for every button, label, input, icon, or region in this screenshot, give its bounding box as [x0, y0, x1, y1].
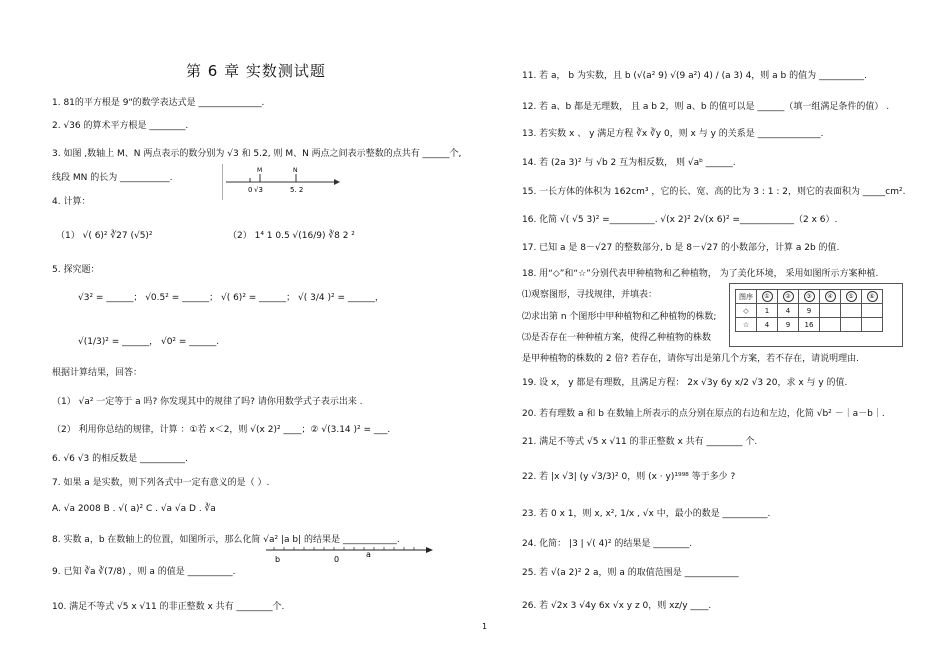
table-cell: 9 — [778, 318, 799, 332]
question-5-answer-intro: 根据计算结果，回答： — [52, 368, 143, 378]
question-10: 10. 满足不等式 √5 x √11 的非正整数 x 共有 ________个. — [52, 602, 285, 612]
table-cell — [820, 318, 841, 332]
question-16: 16. 化简 √( √5 3)² =__________. √(x 2)² 2√(x 6)² =____________（2 x 6）. — [522, 215, 838, 225]
question-18-part2: ⑵求出第 n 个图形中甲种植物和乙种植物的株数; — [522, 312, 717, 322]
question-8: 8. 实数 a，b 在数轴上的位置，如图所示，那么化简 √a² |a b| 的结果是 ____________. — [52, 535, 400, 545]
table-header-cell: 图序 — [736, 290, 757, 304]
question-13: 13. 若实数 x 、 y 满足方程 ∛x ∛y 0，则 x 与 y 的关系是 ______________. — [522, 129, 824, 139]
table-header-cell — [841, 290, 862, 304]
question-19: 19. 设 x， y 都是有理数，且满足方程： 2x √3y 6y x/2 √3 20，求 x 与 y 的值. — [522, 378, 848, 388]
question-1: 1. 81的平方根是 9"的数学表达式是 ______________. — [52, 98, 265, 108]
question-25: 25. 若 √(a 2)² 2 a，则 a 的取值范围是 ____________ — [522, 568, 739, 578]
table-row — [736, 304, 883, 318]
question-21: 21. 满足不等式 √5 x √11 的非正整数 x 共有 ________ 个. — [522, 437, 758, 447]
circled-number: ① — [762, 291, 773, 302]
question-3-part2: 线段 MN 的长为 ___________. — [52, 173, 173, 183]
question-18-part1: ⑴观察图形，寻找规律，并填表： — [522, 290, 658, 300]
table-cell: ◇ — [736, 304, 757, 318]
question-7: 7. 如果 a 是实数，则下列各式中一定有意义的是（ ）. — [52, 478, 270, 488]
table-header-cell — [799, 290, 820, 304]
label-origin: 0 — [334, 555, 340, 564]
label-m: M — [257, 167, 263, 174]
question-24: 24. 化简： |3 | √( 4)² 的结果是 ________. — [522, 539, 693, 549]
question-17: 17. 已知 a 是 8－√27 的整数部分, b 是 8－√27 的小数部分，计算 a 2b 的值. — [522, 243, 840, 253]
question-18-part3: ⑶是否存在一种种植方案，使得乙种植物的株数 — [522, 333, 712, 343]
table-header-row — [736, 290, 883, 304]
question-9: 9. 已知 ∛a ∛(7/8) ，则 a 的值是 __________. — [52, 567, 236, 577]
label-zero: 0 — [248, 186, 253, 194]
table-cell: 16 — [799, 318, 820, 332]
table-cell: 1 — [757, 304, 778, 318]
table-cell: 9 — [799, 304, 820, 318]
question-15: 15. 一长方体的体积为 162cm³ ，它的长、宽、高的比为 3 : 1 : 2，则它的表面积为 _____cm². — [522, 187, 906, 197]
question-3: 3. 如图 ,数轴上 M、N 两点表示的数分别为 √3 和 5.2, 则 M、N 两点之间表示整数的点共有 ______个, — [52, 149, 462, 159]
question-11: 11. 若 a， b 为实数，且 b (√(a² 9) √(9 a²) 4) / (a 3) 4，则 a b 的值为 __________. — [522, 71, 867, 81]
circled-number: ② — [783, 291, 794, 302]
question-2: 2. √36 的算术平方根是 ________. — [52, 121, 189, 131]
table-cell: 4 — [778, 304, 799, 318]
question-6: 6. √6 √3 的相反数是 __________. — [52, 454, 188, 464]
circled-number: ④ — [825, 291, 836, 302]
label-a: a — [366, 550, 371, 559]
question-18: 18. 用“◇”和“☆”分别代表甲种植物和乙种植物， 为了美化环境， 采用如图所示方案种植. — [522, 269, 879, 279]
question-5-part2: （2） 利用你总结的规律，计算 ：①若 x＜2，则 √(x 2)² ____；② √(3.14 )² = ___. — [52, 425, 391, 435]
question-4-part1: （1） √( 6)² ∛27 (√5)² — [56, 231, 153, 241]
table-row — [736, 318, 883, 332]
question-5-row2: √(1/3)² = ______， √0² = ______. — [78, 337, 220, 347]
table-cell — [841, 304, 862, 318]
question-26: 26. 若 √2x 3 √4y 6x √x y z 0，则 xz/y ____. — [522, 601, 712, 611]
circled-number: ③ — [804, 291, 815, 302]
question-4-part2: （2） 1⁴ 1 0.5 √(16/9) ∛8 2 ² — [228, 231, 355, 241]
table-cell — [862, 318, 883, 332]
label-b: b — [275, 555, 281, 564]
table-header-cell — [862, 290, 883, 304]
question-7-options: A. √a 2008 B . √( a)² C . √a √a D . ∛a — [52, 504, 216, 514]
question-22: 22. 若 |x √3| (y √3/3)² 0，则 (x · y)¹⁹⁹⁸ 等于多少 ? — [522, 472, 736, 482]
question-5-part1: （1） √a² 一定等于 a 吗? 你发现其中的规律了吗? 请你用数学式子表示出来 . — [52, 397, 363, 407]
table-cell — [841, 318, 862, 332]
question-5-row1: √3² = ______； √0.5² = ______； √( 6)² = ______； √( 3/4 )² = ______， — [78, 293, 384, 303]
planting-table — [735, 289, 883, 332]
circled-number: ⑤ — [846, 291, 857, 302]
table-cell — [862, 304, 883, 318]
page-number: 1 — [482, 622, 488, 631]
table-header-cell — [820, 290, 841, 304]
label-5-2: 5. 2 — [290, 186, 304, 194]
table-header-cell — [757, 290, 778, 304]
table-header-cell — [778, 290, 799, 304]
label-n: N — [293, 167, 298, 174]
label-sqrt3: √3 — [254, 186, 263, 194]
question-12: 12. 若 a、b 都是无理数， 且 a b 2，则 a、b 的值可以是 ______（填一组满足条件的值） . — [522, 102, 890, 112]
table-cell: ☆ — [736, 318, 757, 332]
question-20: 20. 若有理数 a 和 b 在数轴上所表示的点分别在原点的右边和左边，化简 √b² －｜a－b｜. — [522, 409, 885, 419]
table-cell — [820, 304, 841, 318]
table-cell: 4 — [757, 318, 778, 332]
circled-number: ⑥ — [867, 291, 878, 302]
page-title: 第 6 章 实数测试题 — [186, 62, 326, 80]
question-18-part3-cont: 是甲种植物的株数的 2 倍? 若存在，请你写出是第几个方案，若不存在，请说明理由. — [522, 354, 859, 364]
question-4: 4. 计算： — [52, 197, 91, 207]
question-14: 14. 若 (2a 3)² 与 √b 2 互为相反数， 则 √aᵇ ______. — [522, 158, 736, 168]
number-line-q8 — [266, 542, 434, 566]
question-5: 5. 探究题： — [52, 265, 100, 275]
question-23: 23. 若 0 x 1，则 x, x², 1/x , √x 中，最小的数是 __________. — [522, 509, 771, 519]
number-line-q3 — [222, 164, 342, 200]
